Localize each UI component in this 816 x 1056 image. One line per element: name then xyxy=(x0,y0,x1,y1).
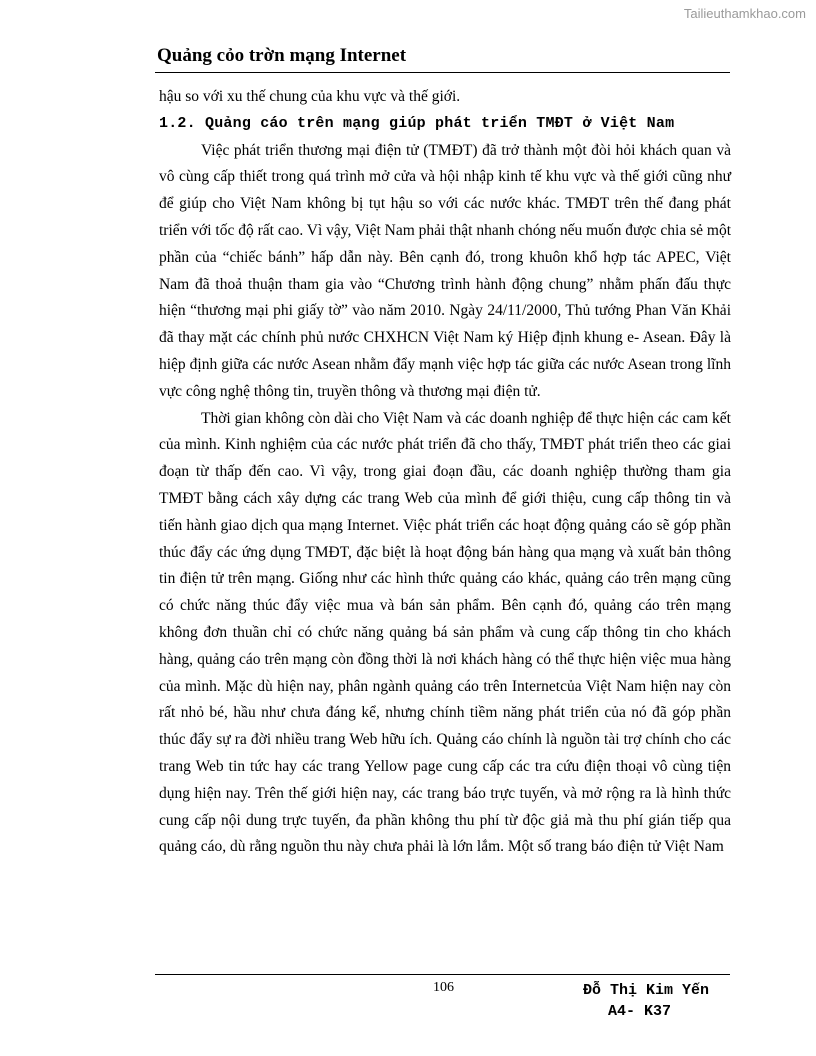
page-number: 106 xyxy=(433,980,454,995)
section-heading: 1.2. Quảng cáo trên mạng giúp phát triển TMĐT ở Việt Nam xyxy=(159,114,675,132)
footer-divider xyxy=(155,974,730,975)
author-name: Đỗ Thị Kim Yến xyxy=(583,982,710,999)
intro-line: hậu so với xu thế chung của khu vực và thế giới. xyxy=(159,88,461,105)
paragraph-1: Việc phát triển thương mại điện tử (TMĐT) đã trở thành một đòi hỏi khách quan và vô cùng cấp thiết trong quá trình mở cửa và hội nhập kinh tế khu vực và thế giới cũng như để giúp cho Việt Nam không bị tụt hậu so với các nước khác. TMĐT trên thế đang phát triển với tốc độ rất cao. Vì vậy, Việt Nam phải thật nhanh chóng nếu muốn được chia sẻ một phần của “chiếc bánh” hấp dẫn này. Bên cạnh đó, trong khuôn khổ hợp tác APEC, Việt Nam đã thoả thuận tham gia vào “Chương trình hành động chung” nhằm phấn đấu thực hiện “thương mại phi giấy tờ” vào năm 2010. Ngày 24/11/2000, Thủ tướng Phan Văn Khải đã thay mặt các chính phủ nước CHXHCN Việt Nam ký Hiệp định khung e- Asean. Đây là hiệp định giữa các nước Asean nhằm đẩy mạnh việc hợp tác giữa các nước Asean trong lĩnh vực công nghệ thông tin, truyền thông và thương mại điện tử. xyxy=(159,141,731,400)
header-divider xyxy=(155,72,730,73)
watermark: Tailieuthamkhao.com xyxy=(683,6,806,21)
class-code: A4- K37 xyxy=(608,1003,672,1020)
paragraph-2: Thời gian không còn dài cho Việt Nam và các doanh nghiệp để thực hiện các cam kết của mình. Kinh nghiệm của các nước phát triển đã cho thấy, TMĐT phát triển theo các giai đoạn từ thấp đến cao. Vì vậy, trong giai đoạn đầu, các doanh nghiệp thường tham gia TMĐT bằng cách xây dựng các trang Web của mình để giới thiệu, cung cấp thông tin và tiến hành giao dịch qua mạng Internet. Việc phát triển các hoạt động quảng cáo sẽ góp phần thúc đẩy các ứng dụng TMĐT, đặc biệt là hoạt động bán hàng qua mạng và xuất bản thông tin điện tử trên mạng. Giống như các hình thức quảng cáo khác, quảng cáo trên mạng cũng có chức năng thúc đẩy việc mua và bán sản phẩm. Bên cạnh đó, quảng cáo trên mạng không đơn thuần chỉ có chức năng quảng bá sản phẩm và cung cấp thông tin cho khách hàng, quảng cáo trên mạng còn đồng thời là nơi khách hàng có thể thực hiện việc mua hàng của mình. Mặc dù hiện nay, phân ngành quảng cáo trên Internetcủa Việt Nam hiện nay còn rất nhỏ bé, hầu như chưa đáng kể, nhưng chính tiềm năng phát triển của nó đã góp phần thúc đẩy sự ra đời nhiều trang Web hữu ích. Quảng cáo chính là nguồn tài trợ chính cho các trang Web tin tức hay các trang Yellow page cung cấp các tra cứu điện thoại vô cùng tiện dụng hiện nay. Trên thế giới hiện nay, các trang báo trực tuyến, và mở rộng ra là hình thức cung cấp nội dung trực tuyến, đa phần không thu phí từ độc giả mà thu phí gián tiếp qua quảng cáo, dù rằng nguồn thu này chưa phải là lớn lắm. Một số trang báo điện tử Việt Nam xyxy=(159,409,731,856)
author-block xyxy=(583,980,709,1022)
page-header-title: Quảng cỏo trờn mạng Internet xyxy=(157,45,407,66)
document-body xyxy=(159,84,731,861)
